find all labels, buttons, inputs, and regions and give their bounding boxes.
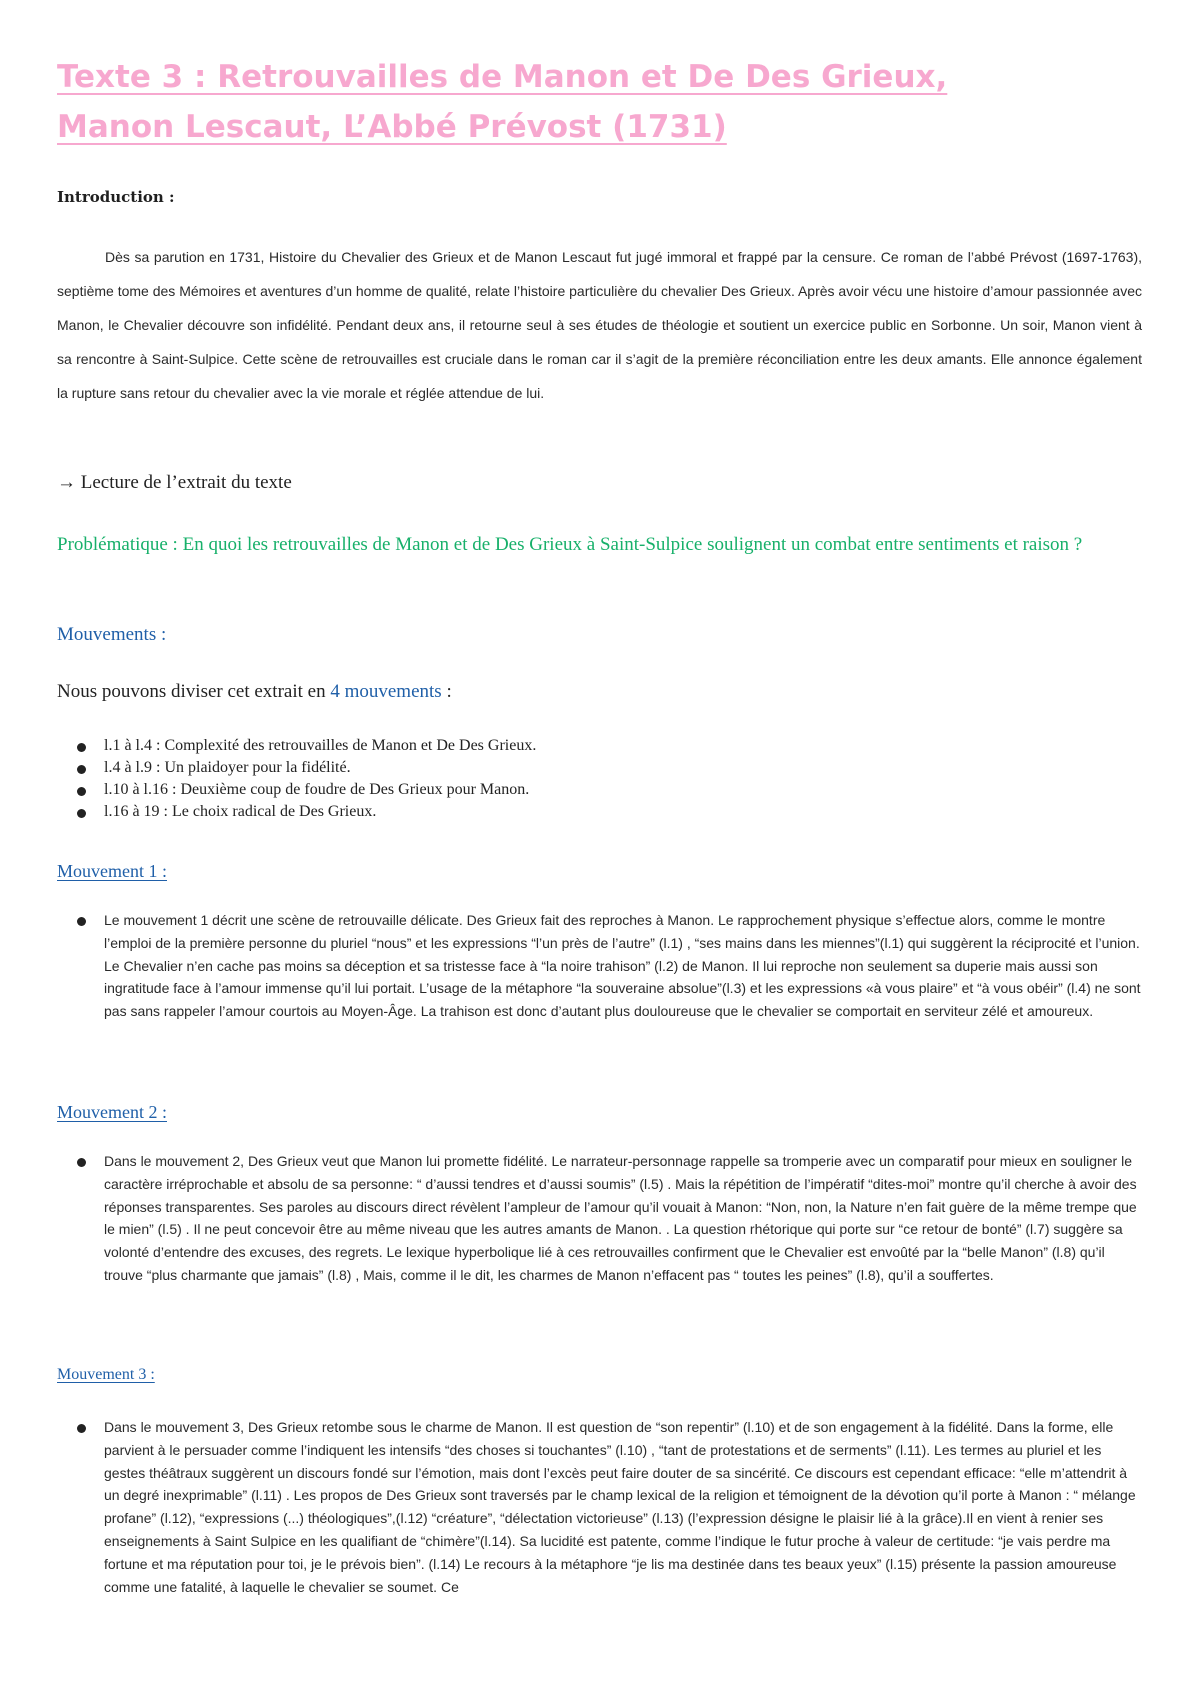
list-item: l.1 à l.4 : Complexité des retrouvailles de Manon et De Des Grieux.	[77, 735, 977, 757]
mouvement-3-heading: Mouvement 3 :	[57, 1366, 155, 1383]
mouvement-1-text: Le mouvement 1 décrit une scène de retrouvaille délicate. Des Grieux fait des reproches à Manon. Le rapprochement physique s’effectue alors, comme le montre l’emploi de la première personne du pluriel “nous” et les expressions “l’un près de l’autre” (l.1) , “ses mains dans les miennes”(l.1) qui suggèrent la réciprocité et l’union. Le Chevalier n’en cache pas moins sa déception et sa tristesse face à “la noire trahison” (l.2) de Manon. Il lui reproche non seulement sa duperie mais aussi son ingratitude face à l’amour immense qu’il lui portait. L’usage de la métaphore “la souveraine absolue”(l.3) et les expressions «à vous plaire” et “à vous obéir” (l.4) ne sont pas sans rappeler l’amour courtois au Moyen-Âge. La trahison est donc d’autant plus douloureuse que le chevalier se comportait en serviteur zélé et amoureux.	[77, 909, 1142, 1023]
mouvement-2-heading: Mouvement 2 :	[57, 1102, 167, 1122]
list-item: l.4 à l.9 : Un plaidoyer pour la fidélité.	[77, 757, 977, 779]
problematique: Problématique : En quoi les retrouvailles de Manon et de Des Grieux à Saint-Sulpice soulignent un combat entre sentiments et raison ?	[57, 534, 1083, 555]
lecture-line: → Lecture de l’extrait du texte	[57, 472, 292, 493]
introduction-paragraph	[57, 240, 1142, 410]
diviser-sentence	[57, 681, 452, 703]
mouvement-3-text: Dans le mouvement 3, Des Grieux retombe sous le charme de Manon. Il est question de “son repentir” (l.10) et de son engagement à la fidélité. Dans la forme, elle parvient à le persuader comme l’indiquent les intensifs “des choses si touchantes” (l.10) , “tant de protestations et de serments” (l.11). Les termes au pluriel et les gestes théâtraux suggèrent un discours fondé sur l’émotion, mais dont l’excès peut faire douter de sa sincérité. Ce discours est cependant efficace: “elle m’attendrit à un degré inexprimable” (l.11) . Les propos de Des Grieux sont traversés par le champ lexical de la religion et témoignent de la dévotion qu’il porte à Manon : “ mélange profane” (l.12), “expressions (...) théologiques”,(l.12) “créature”, “délectation victorieuse” (l.13) (l’expression désigne le plaisir lié à la grâce).Il en vient à renier ses enseignements à Saint Sulpice en les qualifiant de “chimère”(l.14). Sa lucidité est patente, comme l’indique le futur proche à valeur de certitude: “je vais perdre ma fortune et ma réputation pour toi, je le prévois bien”. (l.14) Le recours à la métaphore “je lis ma destinée dans tes beaux yeux” (l.15) présente la passion amoureuse comme une fatalité, à laquelle le chevalier se soumet. Ce	[77, 1416, 1142, 1598]
diviser-highlight: 4 mouvements	[330, 681, 442, 702]
mouvement-2-list	[77, 1150, 1142, 1287]
diviser-after: :	[441, 681, 452, 702]
diviser-before: Nous pouvons diviser cet extrait en	[57, 681, 331, 702]
mouvement-2-text: Dans le mouvement 2, Des Grieux veut que Manon lui promette fidélité. Le narrateur-personnage rappelle sa tromperie avec un comparatif pour mieux en souligner le caractère irréprochable et absolu de sa personne: “ d’aussi tendres et d’aussi soumis” (l.5) . Mais la répétition de l’impératif “dites-moi” montre qu’il cherche à avoir des réponses transparentes. Ses paroles au discours direct révèlent l’ampleur de l’amour qu’il vouait à Manon: “Non, non, la Nature n’en fait guère de la même trempe que le mien” (l.5) . Il ne peut concevoir être au même niveau que les autres amants de Manon. . La question rhétorique qui porte sur “ce retour de bonté” (l.7) suggère sa volonté d’entendre des excuses, des regrets. Le lexique hyperbolique lié à ces retrouvailles confirment que le Chevalier est envoûté par la “belle Manon” (l.8) qu’il trouve “plus charmante que jamais” (l.8) , Mais, comme il le dit, les charmes de Manon n’effacent pas “ toutes les peines” (l.8), qu’il a souffertes.	[77, 1150, 1142, 1287]
list-item: l.10 à l.16 : Deuxième coup de foudre de Des Grieux pour Manon.	[77, 779, 977, 801]
mouvement-1-heading: Mouvement 1 :	[57, 861, 167, 881]
introduction-text: Dès sa parution en 1731, Histoire du Chevalier des Grieux et de Manon Lescaut fut jugé immoral et frappé par la censure. Ce roman de l’abbé Prévost (1697-1763), septième tome des Mémoires et aventures d’un homme de qualité, relate l’histoire particulière du chevalier Des Grieux. Après avoir vécu une histoire d’amour passionnée avec Manon, le Chevalier découvre son infidélité. Pendant deux ans, il retourne seul à ses études de théologie et soutient un exercice public en Sorbonne. Un soir, Manon vient à sa rencontre à Saint-Sulpice. Cette scène de retrouvailles est cruciale dans le roman car il s’agit de la première réconciliation entre les deux amants. Elle annonce également la rupture sans retour du chevalier avec la vie morale et réglée attendue de lui.	[57, 249, 1142, 401]
mouvement-1-list	[77, 909, 1142, 1023]
mouvements-heading: Mouvements :	[57, 624, 167, 645]
mouvements-list	[77, 735, 977, 823]
mouvement-3-list	[77, 1416, 1142, 1598]
introduction-heading: Introduction :	[57, 188, 175, 206]
list-item: l.16 à 19 : Le choix radical de Des Grieux.	[77, 801, 977, 823]
document-title: Texte 3 : Retrouvailles de Manon et De Des Grieux, Manon Lescaut, L’Abbé Prévost (1731)	[57, 59, 948, 145]
